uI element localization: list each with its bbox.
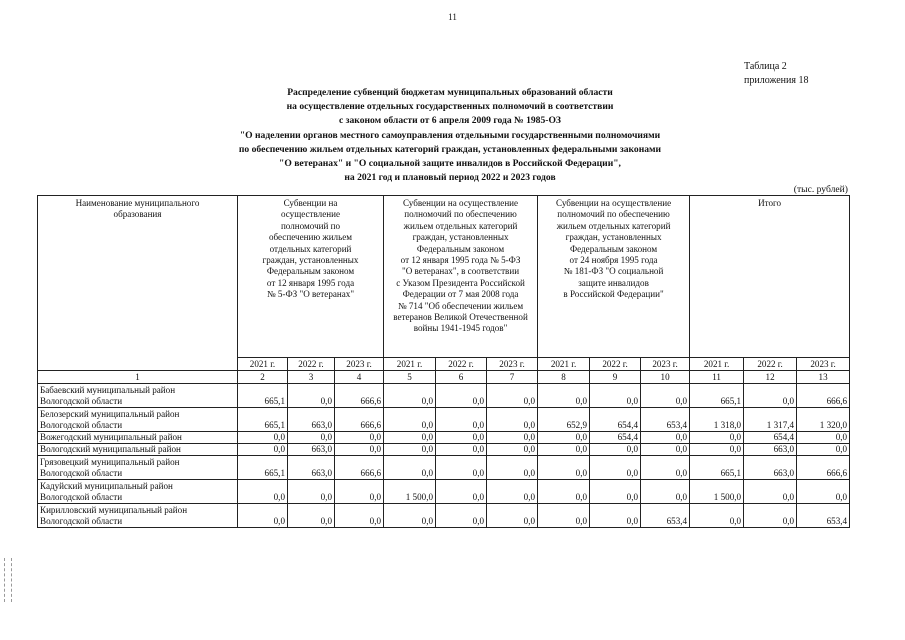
value-cell: 0,0 — [238, 480, 288, 504]
value-cell: 0,0 — [538, 456, 590, 480]
value-cell: 0,0 — [641, 456, 690, 480]
column-number-cell: 6 — [436, 371, 487, 384]
value-cell: 665,1 — [238, 456, 288, 480]
value-cell: 663,0 — [744, 456, 797, 480]
value-cell: 0,0 — [590, 444, 641, 456]
header-text-line: от 12 января 1995 года — [266, 277, 355, 288]
value-cell: 0,0 — [797, 432, 850, 444]
year-header-cell: 2022 г. — [288, 358, 335, 371]
value-cell: 0,0 — [384, 384, 436, 408]
year-header-cell: 2021 г. — [238, 358, 288, 371]
title-line: на 2021 год и плановый период 2022 и 2023 годов — [344, 172, 556, 184]
header-group-1 — [238, 196, 384, 358]
header-text-line: Федерации от 7 мая 2008 года — [402, 289, 519, 300]
value-cell: 654,4 — [590, 432, 641, 444]
appendix-reference: приложения 18 — [744, 75, 809, 86]
header-text-line: "О ветеранах", в соответствии — [401, 266, 520, 277]
municipality-name-line: Вологодской области — [40, 516, 123, 526]
value-cell: 666,6 — [797, 384, 850, 408]
municipality-name-line: Вологодский муниципальный район — [40, 444, 181, 454]
year-header-cell: 2023 г. — [335, 358, 384, 371]
table-row — [38, 456, 850, 480]
document-title — [180, 86, 720, 185]
value-cell: 653,4 — [797, 504, 850, 528]
header-name — [38, 196, 238, 371]
value-cell: 1 500,0 — [384, 480, 436, 504]
column-number-cell: 2 — [238, 371, 288, 384]
table-row — [38, 444, 850, 456]
value-cell: 0,0 — [487, 408, 538, 432]
value-cell: 666,6 — [335, 408, 384, 432]
year-header-cell: 2021 г. — [690, 358, 744, 371]
value-cell: 0,0 — [335, 480, 384, 504]
header-text-line: Наименование муниципального — [75, 198, 200, 208]
value-cell: 0,0 — [288, 432, 335, 444]
column-number-cell: 3 — [288, 371, 335, 384]
table-number: Таблица 2 — [744, 61, 787, 72]
subventions-table — [37, 195, 850, 528]
value-cell: 663,0 — [288, 456, 335, 480]
value-cell: 1 320,0 — [797, 408, 850, 432]
value-cell: 0,0 — [436, 408, 487, 432]
value-cell: 0,0 — [238, 444, 288, 456]
column-number-cell: 7 — [487, 371, 538, 384]
value-cell: 653,4 — [641, 408, 690, 432]
year-header-cell: 2021 г. — [538, 358, 590, 371]
value-cell: 0,0 — [384, 456, 436, 480]
header-text-line: граждан, установленных — [565, 232, 662, 243]
header-group-3 — [538, 196, 690, 358]
value-cell: 0,0 — [436, 432, 487, 444]
value-cell: 0,0 — [288, 384, 335, 408]
value-cell: 0,0 — [690, 432, 744, 444]
year-header-cell: 2023 г. — [641, 358, 690, 371]
column-number-cell: 8 — [538, 371, 590, 384]
municipality-name-line: Вологодской области — [40, 420, 123, 430]
value-cell: 663,0 — [744, 444, 797, 456]
header-text-line: Итого — [758, 198, 782, 208]
value-cell: 0,0 — [238, 504, 288, 528]
header-group-2 — [384, 196, 538, 358]
municipality-name-cell — [38, 408, 238, 432]
column-number-row — [38, 371, 850, 384]
header-text-line: Субвенции на — [283, 198, 338, 208]
municipality-name-line: Вологодской области — [40, 468, 123, 478]
column-number-cell: 9 — [590, 371, 641, 384]
value-cell: 0,0 — [641, 480, 690, 504]
column-number-cell: 11 — [690, 371, 744, 384]
header-text-line: ветеранов Великой Отечественной — [393, 312, 528, 323]
header-text-line: № 181-ФЗ "О социальной — [563, 266, 664, 277]
column-number-cell: 12 — [744, 371, 797, 384]
value-cell: 0,0 — [797, 480, 850, 504]
value-cell: 653,4 — [641, 504, 690, 528]
value-cell: 0,0 — [641, 384, 690, 408]
value-cell: 665,1 — [238, 408, 288, 432]
header-text-line: с Указом Президента Российской — [396, 277, 525, 288]
value-cell: 0,0 — [436, 444, 487, 456]
value-cell: 0,0 — [384, 408, 436, 432]
header-text-line: Субвенции на осуществление — [402, 198, 519, 208]
header-group-4 — [690, 196, 850, 358]
header-text-line: граждан, установленных — [412, 232, 509, 243]
header-text-line: граждан, установленных — [262, 255, 359, 266]
header-text-line: Федеральным законом — [416, 243, 505, 254]
value-cell: 665,1 — [690, 456, 744, 480]
municipality-name-cell — [38, 456, 238, 480]
value-cell: 0,0 — [335, 504, 384, 528]
header-text-line: от 12 января 1995 года № 5-ФЗ — [400, 255, 521, 266]
value-cell: 0,0 — [538, 444, 590, 456]
value-cell: 0,0 — [436, 504, 487, 528]
year-header-cell: 2021 г. — [384, 358, 436, 371]
value-cell: 0,0 — [384, 432, 436, 444]
year-header-cell: 2023 г. — [487, 358, 538, 371]
title-line: на осуществление отдельных государственных полномочий в соответствии — [286, 101, 614, 113]
column-number-cell: 1 — [38, 371, 238, 384]
header-text-line: полномочий по обеспечению — [557, 209, 670, 220]
municipality-name-line: Белозерский муниципальный район — [40, 409, 180, 419]
year-header-cell: 2022 г. — [590, 358, 641, 371]
value-cell: 0,0 — [590, 504, 641, 528]
value-cell: 652,9 — [538, 408, 590, 432]
header-text-line: полномочий по обеспечению — [404, 209, 517, 220]
value-cell: 0,0 — [487, 384, 538, 408]
table-row — [38, 504, 850, 528]
column-number-cell: 13 — [797, 371, 850, 384]
title-line: "О наделении органов местного самоуправления отдельными государственными полномочиями — [239, 129, 661, 141]
header-text-line: отдельных категорий — [269, 243, 352, 254]
value-cell: 0,0 — [384, 444, 436, 456]
header-text-line: осуществление — [280, 209, 341, 220]
value-cell: 0,0 — [436, 456, 487, 480]
value-cell: 0,0 — [487, 480, 538, 504]
value-cell: 0,0 — [238, 432, 288, 444]
header-row — [38, 196, 850, 358]
value-cell: 0,0 — [487, 432, 538, 444]
value-cell: 0,0 — [487, 444, 538, 456]
header-text-line: полномочий по — [280, 220, 341, 231]
value-cell: 665,1 — [238, 384, 288, 408]
page-number: 11 — [448, 12, 457, 22]
municipality-name-line: Вожегодский муниципальный район — [40, 432, 182, 442]
value-cell: 1 318,0 — [690, 408, 744, 432]
column-number-cell: 4 — [335, 371, 384, 384]
column-number-cell: 5 — [384, 371, 436, 384]
municipality-name-line: Кадуйский муниципальный район — [40, 481, 173, 491]
value-cell: 0,0 — [590, 456, 641, 480]
value-cell: 666,6 — [335, 456, 384, 480]
header-text-line: Федеральным законом — [266, 266, 355, 277]
header-text-line: жильем отдельных категорий — [556, 220, 671, 231]
value-cell: 654,4 — [590, 408, 641, 432]
value-cell: 0,0 — [538, 480, 590, 504]
value-cell: 0,0 — [436, 480, 487, 504]
value-cell: 665,1 — [690, 384, 744, 408]
municipality-name-cell — [38, 480, 238, 504]
header-text-line: жильем отдельных категорий — [403, 220, 518, 231]
table-row — [38, 384, 850, 408]
municipality-name-cell — [38, 432, 238, 444]
municipality-name-cell — [38, 384, 238, 408]
municipality-name-line: Бабаевский муниципальный район — [40, 385, 176, 395]
header-text-line: от 24 ноября 1995 года — [569, 255, 658, 266]
table-row — [38, 408, 850, 432]
value-cell: 0,0 — [487, 504, 538, 528]
title-line: с законом области от 6 апреля 2009 года № 1985-ОЗ — [339, 115, 561, 127]
header-text-line: № 714 "Об обеспечении жильем — [397, 300, 524, 311]
value-cell: 0,0 — [641, 432, 690, 444]
value-cell: 0,0 — [690, 444, 744, 456]
value-cell: 0,0 — [538, 432, 590, 444]
title-line: по обеспечению жильем отдельных категорий граждан, установленных федеральными законами — [238, 143, 662, 155]
municipality-name-line: Вологодской области — [40, 492, 123, 502]
value-cell: 0,0 — [288, 480, 335, 504]
value-cell: 666,6 — [335, 384, 384, 408]
title-line: "О ветеранах" и "О социальной защите инвалидов в Российской Федерации", — [279, 158, 621, 170]
table-row — [38, 432, 850, 444]
table-row — [38, 480, 850, 504]
year-header-cell: 2022 г. — [744, 358, 797, 371]
title-line: Распределение субвенций бюджетам муниципальных образований области — [287, 87, 613, 98]
value-cell: 0,0 — [590, 384, 641, 408]
header-text-line: Федеральным законом — [569, 243, 658, 254]
header-text-line: войны 1941-1945 годов" — [413, 323, 508, 334]
municipality-name-line: Грязовецкий муниципальный район — [40, 457, 180, 467]
binding-marks — [4, 558, 12, 602]
header-text-line: образования — [113, 209, 162, 220]
value-cell: 0,0 — [335, 444, 384, 456]
value-cell: 654,4 — [744, 432, 797, 444]
value-cell: 0,0 — [641, 444, 690, 456]
municipality-name-line: Вологодской области — [40, 396, 123, 406]
municipality-name-cell — [38, 504, 238, 528]
header-text-line: № 5-ФЗ "О ветеранах" — [266, 289, 355, 300]
value-cell: 663,0 — [288, 408, 335, 432]
value-cell: 0,0 — [538, 384, 590, 408]
value-cell: 0,0 — [335, 432, 384, 444]
value-cell: 0,0 — [744, 384, 797, 408]
value-cell: 0,0 — [690, 504, 744, 528]
value-cell: 666,6 — [797, 456, 850, 480]
value-cell: 0,0 — [288, 504, 335, 528]
column-number-cell: 10 — [641, 371, 690, 384]
value-cell: 663,0 — [288, 444, 335, 456]
units-label: (тыс. рублей) — [793, 184, 848, 195]
value-cell: 1 317,4 — [744, 408, 797, 432]
value-cell: 0,0 — [487, 456, 538, 480]
value-cell: 1 500,0 — [690, 480, 744, 504]
value-cell: 0,0 — [590, 480, 641, 504]
header-text-line: защите инвалидов — [578, 277, 649, 288]
header-text-line: в Российской Федерации" — [563, 289, 664, 300]
municipality-name-cell — [38, 444, 238, 456]
header-text-line: обеспечению жильем — [268, 232, 353, 243]
year-header-cell: 2023 г. — [797, 358, 850, 371]
table-reference — [744, 60, 808, 88]
municipality-name-line: Кирилловский муниципальный район — [40, 505, 188, 515]
value-cell: 0,0 — [744, 480, 797, 504]
header-text-line: Субвенции на осуществление — [556, 198, 672, 208]
value-cell: 0,0 — [744, 504, 797, 528]
value-cell: 0,0 — [797, 444, 850, 456]
value-cell: 0,0 — [538, 504, 590, 528]
year-header-cell: 2022 г. — [436, 358, 487, 371]
value-cell: 0,0 — [384, 504, 436, 528]
value-cell: 0,0 — [436, 384, 487, 408]
